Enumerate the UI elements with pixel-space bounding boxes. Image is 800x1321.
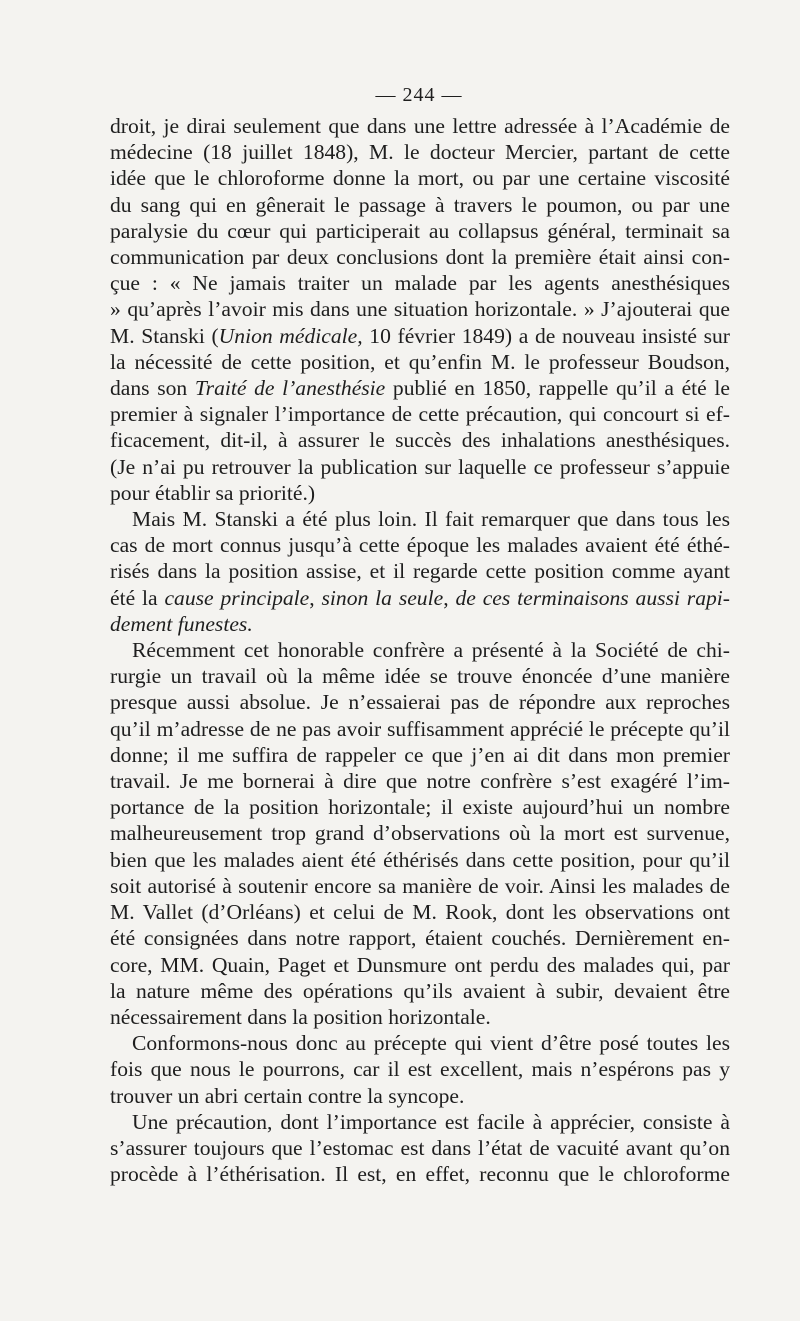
text-line — [110, 349, 730, 375]
page-number: — 244 — — [375, 84, 463, 106]
text-segment: ficacement, dit-il, à assurer le succès des inhalations anesthésiques. — [110, 428, 730, 453]
paragraph-p2 — [110, 506, 730, 637]
text-line — [110, 1030, 730, 1056]
text-line — [110, 847, 730, 873]
text-segment: idée que le chloroforme donne la mort, ou par une certaine viscosité — [110, 166, 730, 191]
text-line — [110, 611, 730, 637]
italic-text: de ces terminaisons aussi rapi- — [455, 585, 730, 610]
text-segment: Mais M. Stanski a été plus loin. Il fait remarquer que dans tous les — [132, 507, 730, 532]
text-line — [110, 244, 730, 270]
text-segment: cas de mort connus jusqu’à cette époque les malades avaient été éthé- — [110, 533, 730, 558]
text-line — [110, 139, 730, 165]
italic-text: sinon la seule — [321, 585, 444, 610]
text-segment: paralysie du cœur qui participerait au collapsus général, terminait sa — [110, 218, 730, 243]
text-line — [110, 585, 730, 611]
italic-text: cause principale — [164, 585, 310, 610]
text-segment: 10 février 1849) a de nouveau insisté sur — [362, 323, 730, 348]
text-line — [110, 794, 730, 820]
text-line — [110, 820, 730, 846]
text-segment: s’assurer toujours que l’estomac est dans l’état de vacuité avant qu’on — [110, 1135, 730, 1160]
text-line — [110, 689, 730, 715]
text-line — [110, 218, 730, 244]
text-line — [110, 558, 730, 584]
text-segment: , — [443, 585, 456, 610]
text-line — [110, 1135, 730, 1161]
text-line — [110, 375, 730, 401]
paragraph-p4 — [110, 1030, 730, 1109]
text-segment: risés dans la position assise, et il regarde cette position comme ayant — [110, 559, 730, 584]
text-segment: Une précaution, dont l’importance est facile à apprécier, consiste à — [132, 1109, 730, 1134]
text-line — [110, 192, 730, 218]
text-line — [110, 1161, 730, 1187]
text-segment: (Je n’ai pu retrouver la publication sur laquelle ce professeur s’appuie — [110, 454, 730, 479]
paragraph-p3 — [110, 637, 730, 1030]
text-line — [110, 1004, 730, 1030]
text-segment: presque aussi absolue. Je n’essaierai pas de répondre aux reproches — [110, 690, 730, 715]
text-line — [110, 1109, 730, 1135]
text-line — [110, 480, 730, 506]
text-segment: M. Stanski ( — [110, 323, 219, 348]
text-line — [110, 716, 730, 742]
body-text — [110, 113, 730, 1187]
text-line — [110, 296, 730, 322]
text-segment: la nature même des opérations qu’ils avaient à subir, devaient être — [110, 978, 730, 1003]
text-segment: bien que les malades aient été éthérisés dans cette position, pour qu’il — [110, 847, 730, 872]
text-segment: donne; il me suffira de rappeler ce que j’en ai dit dans mon premier — [110, 742, 730, 767]
text-line — [110, 768, 730, 794]
text-segment: , — [309, 585, 322, 610]
text-segment: core, MM. Quain, Paget et Dunsmure ont perdu des malades qui, par — [110, 952, 730, 977]
text-segment: trouver un abri certain contre la syncope. — [110, 1083, 465, 1108]
text-line — [110, 270, 730, 296]
text-line — [110, 323, 730, 349]
italic-text: dement funestes. — [110, 611, 253, 636]
text-line — [110, 873, 730, 899]
text-line — [110, 401, 730, 427]
text-segment: rurgie un travail où la même idée se trouve énoncée d’une manière — [110, 664, 730, 689]
text-segment: publié en 1850, rappelle qu’il a été le — [385, 376, 730, 401]
text-segment: Récemment cet honorable confrère a présenté à la Société de chi- — [132, 638, 730, 663]
text-segment: travail. Je me bornerai à dire que notre confrère s’est exagéré l’im- — [110, 769, 730, 794]
text-segment: portance de la position horizontale; il existe aujourd’hui un nombre — [110, 795, 730, 820]
text-line — [110, 165, 730, 191]
text-segment: la nécessité de cette position, et qu’enfin M. le professeur Boudson, — [110, 349, 730, 374]
text-line — [110, 925, 730, 951]
text-line — [110, 899, 730, 925]
text-segment: Conformons-nous donc au précepte qui vient d’être posé toutes les — [132, 1031, 730, 1056]
text-segment: médecine (18 juillet 1848), M. le docteur Mercier, partant de cette — [110, 140, 730, 165]
text-line — [110, 532, 730, 558]
text-segment: nécessairement dans la position horizontale. — [110, 1004, 491, 1029]
paragraph-p5 — [110, 1109, 730, 1188]
italic-text: Traité de l’anesthésie — [194, 376, 386, 401]
italic-text: Union médicale, — [218, 323, 363, 348]
text-line — [110, 506, 730, 532]
text-segment: malheureusement trop grand d’observations où la mort est survenue, — [110, 821, 730, 846]
text-line — [110, 454, 730, 480]
text-line — [110, 427, 730, 453]
text-segment: été consignées dans notre rapport, étaient couchés. Dernièrement en- — [110, 926, 730, 951]
text-line — [110, 113, 730, 139]
paragraph-p1 — [110, 113, 730, 506]
text-line — [110, 663, 730, 689]
text-line — [110, 978, 730, 1004]
text-segment: du sang qui en gênerait le passage à travers le poumon, ou par une — [110, 192, 730, 217]
text-segment: pour établir sa priorité.) — [110, 480, 316, 505]
text-segment: fois que nous le pourrons, car il est excellent, mais n’espérons pas y — [110, 1057, 730, 1082]
text-segment: » qu’après l’avoir mis dans une situation horizontale. » J’ajouterai que — [110, 297, 730, 322]
text-segment: dans son — [110, 376, 195, 401]
text-line — [110, 637, 730, 663]
text-segment: été la — [110, 585, 165, 610]
text-line — [110, 1083, 730, 1109]
text-line — [110, 1056, 730, 1082]
text-line — [110, 742, 730, 768]
text-segment: çue : « Ne jamais traiter un malade par les agents anesthésiques — [110, 271, 730, 296]
text-segment: communication par deux conclusions dont la première était ainsi con- — [110, 245, 730, 270]
text-segment: premier à signaler l’importance de cette précaution, qui concourt si ef- — [110, 402, 730, 427]
text-segment: qu’il m’adresse de ne pas avoir suffisamment apprécié le précepte qu’il — [110, 716, 730, 741]
text-segment: soit autorisé à soutenir encore sa manière de voir. Ainsi les malades de — [110, 873, 730, 898]
text-segment: procède à l’éthérisation. Il est, en effet, reconnu que le chloroforme — [110, 1162, 730, 1187]
text-segment: droit, je dirai seulement que dans une lettre adressée à l’Académie de — [110, 114, 730, 138]
text-segment: M. Vallet (d’Orléans) et celui de M. Rook, dont les observations ont — [110, 900, 730, 925]
text-line — [110, 952, 730, 978]
